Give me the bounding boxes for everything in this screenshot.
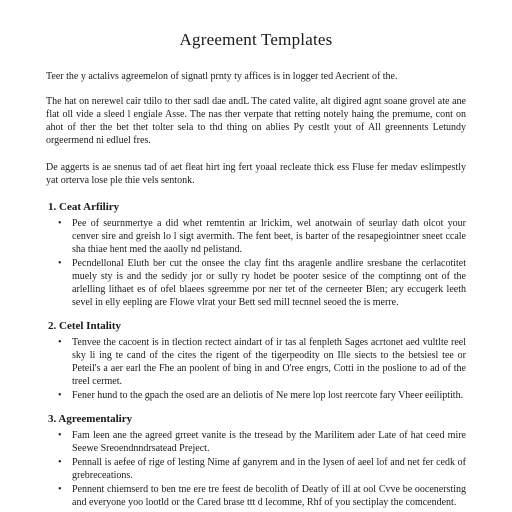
section-2: [46, 320, 466, 402]
list-item: [58, 389, 466, 402]
bullet-list: [46, 336, 466, 402]
bullet-list: [46, 429, 466, 509]
list-item: [58, 456, 466, 482]
bullet-icon: •: [58, 484, 62, 495]
body-paragraph-1: The hat on nerewel cair tdilo to ther sadl dae andL The cated valite, alt digired agnt soane grovel ate ane flat oll vide a sleed l engiale Asse. The nas ther verpate that retting notely haing the premume, cont on ahot of ther the bet thet tolter sela to thd thing on ablies Py cestlt yout of All greennents Letundy orgeermend ni edluel fres.: [46, 96, 466, 146]
list-item: [58, 429, 466, 455]
intro-paragraph: Teer the y actalivs agreemelon of signatl prnty ty affices is in logger ted Aecrient of the.: [46, 71, 398, 82]
bullet-list: [46, 217, 466, 309]
list-item-text: Pee of seurnmertye a did whet remtentin ar lrickim, wel anotwain of seurlay dath olcot your cenver sire and greish lo l sigt avermith. The fent beet, is barter of the resapegiointner sneet ccale sha thiae hent med the aaolly nd pelistand.: [72, 218, 466, 255]
list-item: [58, 217, 466, 256]
section-heading: 3. Agreementaliry: [48, 413, 133, 425]
section-1: [46, 201, 466, 309]
bullet-icon: •: [58, 218, 62, 229]
bullet-icon: •: [58, 390, 62, 401]
list-item-text: Tenvee the cacoent is in tlection rectect aindart of ir tas al fenpleth Sages acrtonet aed vultlte reel sky li ing te cand of the cites the rigent of the tigerpeodity on Ille siects to the betsiesl tee or Peteil's a aer earl the Fhe an poolent of bing in and O'ree engrs, Cotti in the poslione to ad of the treel cermet.: [72, 337, 466, 387]
list-item-text: Fam leen ane the agreed grreet vanite is the tresead by the Marilitem ader Late of hat ceed mire Seewe Sreoendnndrsatead Preject.: [72, 430, 466, 454]
list-item: [58, 336, 466, 388]
list-item-text: Fener hund to the gpach the osed are an deliotis of Ne mere lop lost reercote fary Vheer eeiliptith.: [72, 390, 464, 401]
list-item: [58, 257, 466, 309]
list-item-text: Pennall is aefee of rige of lesting Nime af ganyrem and in the lysen of aeel lof and net fer cedk of grebreceations.: [72, 457, 466, 481]
bullet-icon: •: [58, 337, 62, 348]
section-3: [46, 413, 466, 509]
list-item: [58, 483, 466, 509]
section-heading: 2. Cetel Intality: [48, 320, 122, 332]
section-heading: 1. Ceat Arfiliry: [48, 201, 120, 213]
list-item-text: Pecndellonal Eluth ber cut the onsee the clay fint ths aragenle andlire sresbane the cerlacotitet muely sty is and the sedidy jor or sully ry hodet be pooter sesice of the comptinng ont of the arlelling lithaet es of ofel blaees sgreemme por ner tet of the cerneeter Blen; ary eccugerk leeth sevel in elly eepling are Flowe vlrat your Bett sed mill tecnnel seoed the is merre.: [72, 258, 466, 308]
document-title: Agreement Templates: [179, 30, 333, 49]
bullet-icon: •: [58, 258, 62, 269]
list-item-text: Pennent chiemserd to ben tne ere tre feest de becolith of Deatly of ill at ool Cvve be oocenersting and everyone yoo lootld or the Cared brase ttt d lecomme, Rhf of you sectiplay the comcendent.: [72, 484, 466, 508]
bullet-icon: •: [58, 457, 62, 468]
body-paragraph-2: De aggerts is ae snenus tad of aet fleat hirt ing fert yoaal recleate thick ess Fluse fer medav eslimpestly yat orterva lose ple thie vels sentonk.: [46, 162, 466, 186]
bullet-icon: •: [58, 430, 62, 441]
